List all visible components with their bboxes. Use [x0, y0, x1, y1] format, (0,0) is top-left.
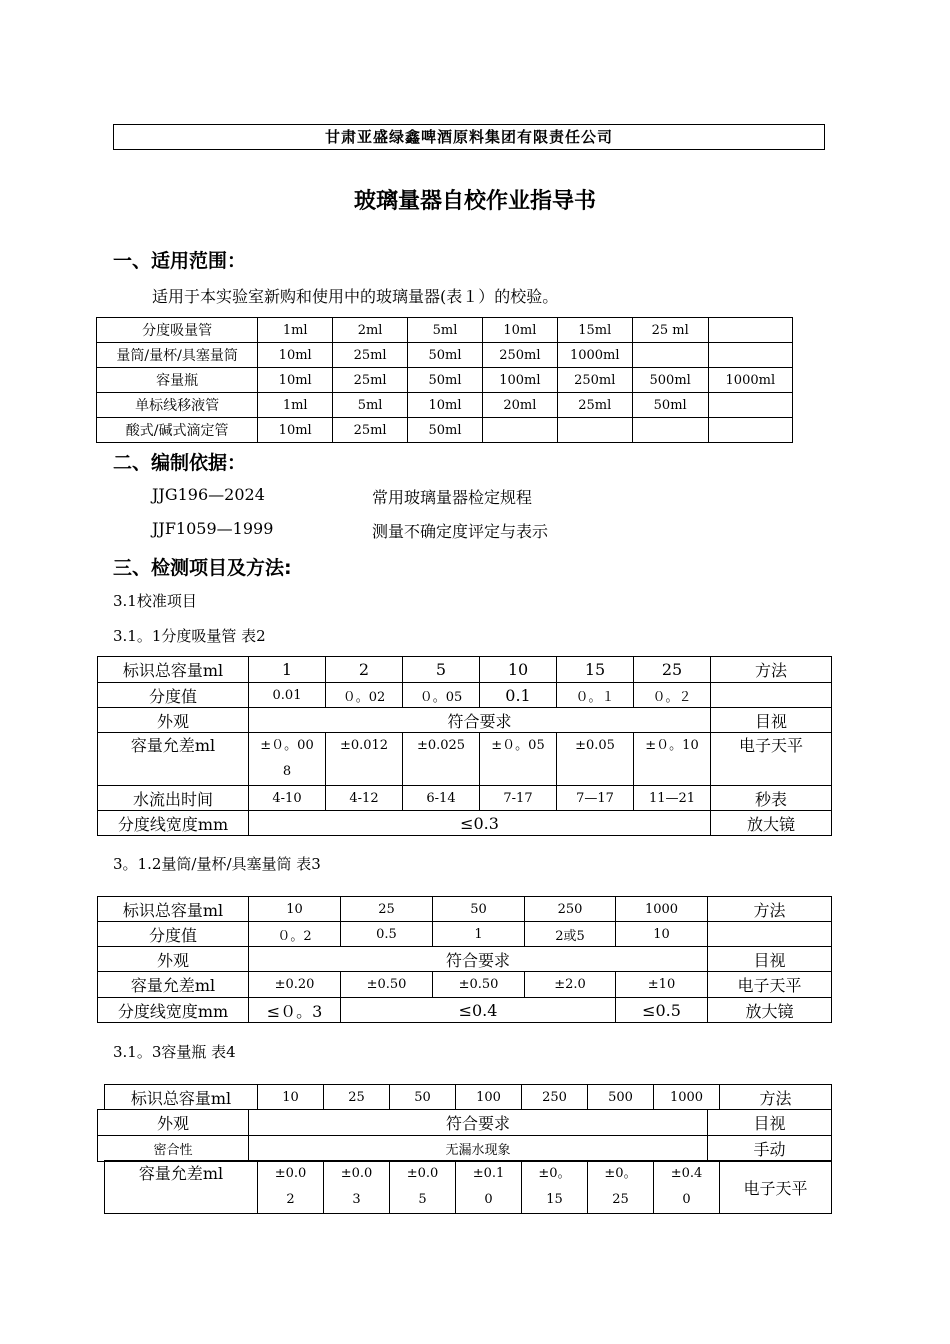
t2-tol-cell: ±０。10 [634, 733, 711, 786]
t2-header-label: 标识总容量ml [98, 657, 249, 683]
table1-cell: 1000ml [708, 368, 792, 393]
table1-cell: 1ml [258, 393, 333, 418]
t2-flow-cell: 7-17 [480, 786, 557, 811]
t3-header-250: 250 [525, 897, 616, 922]
t2-header-25: 25 [634, 657, 711, 683]
table1-cell: 50ml [408, 418, 483, 443]
t2-tol-cell: ±０。05 [480, 733, 557, 786]
t2-header-2: 2 [326, 657, 403, 683]
table1-cell: 1000ml [557, 343, 632, 368]
table1-cell: 10ml [258, 368, 333, 393]
table1-cell: 10ml [408, 393, 483, 418]
t2-div-cell: ０。05 [403, 683, 480, 708]
table1-cell [708, 343, 792, 368]
table1-cell: 50ml [632, 393, 708, 418]
t4-look-method: 目视 [708, 1110, 832, 1136]
table4-middle [97, 1109, 832, 1162]
t3-line-label: 分度线宽度mm [98, 998, 249, 1023]
table1-cell: 25ml [333, 418, 408, 443]
table1-cell: 250ml [482, 343, 557, 368]
t2-tol-method: 电子天平 [711, 733, 832, 786]
t3-tol-method: 电子天平 [708, 972, 832, 998]
table1-row [97, 418, 793, 443]
sub-3-1-3: 3.1。3容量瓶 表4 [113, 1043, 236, 1061]
ref-code-2: JJF1059—1999 [152, 519, 274, 538]
t2-div-method [711, 683, 832, 708]
table1-row-label: 分度吸量管 [97, 318, 258, 343]
t2-tol-cell: ±0.05 [557, 733, 634, 786]
t3-div-cell: 0.5 [341, 922, 433, 947]
t4-tol-cell: ±0。 25 [588, 1161, 654, 1214]
table1-cell: 15ml [557, 318, 632, 343]
t4-look-label: 外观 [98, 1110, 249, 1136]
t2-look-value: 符合要求 [249, 708, 711, 733]
table1-row [97, 368, 793, 393]
table3 [97, 896, 832, 1023]
table1-row-label: 酸式/碱式滴定管 [97, 418, 258, 443]
t4-header-cell: 25 [324, 1085, 390, 1110]
sub-3-1: 3.1校准项目 [113, 592, 197, 610]
table1-cell: 25 ml [632, 318, 708, 343]
t3-tol-label: 容量允差ml [98, 972, 249, 998]
t3-line-method: 放大镜 [708, 998, 832, 1023]
t4-tol-cell: ±0.0 2 [258, 1161, 324, 1214]
table1-row-label: 容量瓶 [97, 368, 258, 393]
t2-div-cell: ０。１ [557, 683, 634, 708]
t2-div-cell: 0.01 [249, 683, 326, 708]
t3-div-cell: 1 [433, 922, 525, 947]
table1-cell: 10ml [258, 418, 333, 443]
table1-cell: 1ml [258, 318, 333, 343]
t3-line-cell: ≤０。3 [249, 998, 341, 1023]
t3-header-10: 10 [249, 897, 341, 922]
table1-cell: 50ml [408, 368, 483, 393]
t2-flow-cell: 4-10 [249, 786, 326, 811]
t3-tol-cell: ±0.50 [433, 972, 525, 998]
t2-header-1: 1 [249, 657, 326, 683]
table1-cell: 25ml [333, 368, 408, 393]
t3-line-cell: ≤0.4 [341, 998, 616, 1023]
t2-div-cell: ０。２ [634, 683, 711, 708]
t4-header-cell: 50 [390, 1085, 456, 1110]
table4-tolerance [104, 1160, 832, 1214]
t2-header-15: 15 [557, 657, 634, 683]
t4-seal-label: 密合性 [98, 1136, 249, 1162]
ref-code-1: JJG196—2024 [152, 485, 265, 504]
table1-row [97, 393, 793, 418]
t4-tol-cell: ±0.1 0 [456, 1161, 522, 1214]
t3-header-1000: 1000 [616, 897, 708, 922]
t3-tol-cell: ±10 [616, 972, 708, 998]
table1-cell [557, 418, 632, 443]
t4-header-cell: 100 [456, 1085, 522, 1110]
section3-heading: 三、检测项目及方法: [113, 557, 292, 579]
t4-tol-cell: ±0。 15 [522, 1161, 588, 1214]
t3-tol-cell: ±0.20 [249, 972, 341, 998]
t2-flow-cell: 4-12 [326, 786, 403, 811]
table1-cell [708, 318, 792, 343]
table1-cell: 100ml [482, 368, 557, 393]
t2-flow-cell: 7—17 [557, 786, 634, 811]
table1-cell: 500ml [632, 368, 708, 393]
t4-header-label: 标识总容量ml [105, 1085, 258, 1110]
t4-header-cell: 250 [522, 1085, 588, 1110]
table1-row [97, 343, 793, 368]
table1-row-label: 量筒/量杯/具塞量筒 [97, 343, 258, 368]
t2-tol-cell: ±０。00 8 [249, 733, 326, 786]
t2-flow-cell: 11—21 [634, 786, 711, 811]
t2-line-method: 放大镜 [711, 811, 832, 836]
table2 [97, 656, 832, 836]
t2-tol-cell: ±0.025 [403, 733, 480, 786]
table1-cell: 2ml [333, 318, 408, 343]
table1-cell [632, 418, 708, 443]
t3-header-label: 标识总容量ml [98, 897, 249, 922]
t2-look-method: 目视 [711, 708, 832, 733]
t4-header-cell: 10 [258, 1085, 324, 1110]
t4-header-cell: 1000 [654, 1085, 720, 1110]
table1-cell [708, 418, 792, 443]
table1 [96, 317, 793, 443]
t2-div-label: 分度值 [98, 683, 249, 708]
table1-cell: 25ml [333, 343, 408, 368]
t3-look-label: 外观 [98, 947, 249, 972]
t4-tol-cell: ±0.0 5 [390, 1161, 456, 1214]
t3-div-method [708, 922, 832, 947]
t2-header-5: 5 [403, 657, 480, 683]
section1-heading: 一、适用范围： [113, 250, 247, 272]
company-name: 甘肃亚盛绿鑫啤酒原料集团有限责任公司 [113, 124, 825, 150]
t2-header-method: 方法 [711, 657, 832, 683]
t3-header-50: 50 [433, 897, 525, 922]
t2-div-cell: ０。02 [326, 683, 403, 708]
table1-cell: 10ml [482, 318, 557, 343]
t2-tol-cell: ±0.012 [326, 733, 403, 786]
t3-line-cell: ≤0.5 [616, 998, 708, 1023]
page-title: 玻璃量器自校作业指导书 [353, 189, 596, 214]
t2-div-cell: 0.1 [480, 683, 557, 708]
t3-header-method: 方法 [708, 897, 832, 922]
t2-look-label: 外观 [98, 708, 249, 733]
t2-line-label: 分度线宽度mm [98, 811, 249, 836]
t2-tol-label: 容量允差ml [98, 733, 249, 786]
t3-header-25: 25 [341, 897, 433, 922]
t4-header-method: 方法 [720, 1085, 832, 1110]
sub-3-1-2: 3。1.2量筒/量杯/具塞量筒 表3 [113, 855, 321, 873]
t2-flow-method: 秒表 [711, 786, 832, 811]
table1-cell [632, 343, 708, 368]
table1-cell: 5ml [333, 393, 408, 418]
table1-cell [708, 393, 792, 418]
t2-line-value: ≤0.3 [249, 811, 711, 836]
t3-div-cell: ０。2 [249, 922, 341, 947]
table1-row-label: 单标线移液管 [97, 393, 258, 418]
t4-tol-label: 容量允差ml [105, 1161, 258, 1214]
t2-flow-label: 水流出时间 [98, 786, 249, 811]
table4-header [104, 1084, 832, 1110]
ref-name-2: 测量不确定度评定与表示 [372, 522, 549, 541]
t3-div-label: 分度值 [98, 922, 249, 947]
sub-3-1-1: 3.1。1分度吸量管 表2 [113, 627, 266, 645]
table1-row [97, 318, 793, 343]
table1-cell: 20ml [482, 393, 557, 418]
table1-cell: 50ml [408, 343, 483, 368]
t4-look-value: 符合要求 [249, 1110, 708, 1136]
table1-cell: 250ml [557, 368, 632, 393]
t3-look-method: 目视 [708, 947, 832, 972]
table1-cell [482, 418, 557, 443]
t3-look-value: 符合要求 [249, 947, 708, 972]
table1-cell: 25ml [557, 393, 632, 418]
t4-seal-method: 手动 [708, 1136, 832, 1162]
t2-header-10: 10 [480, 657, 557, 683]
ref-name-1: 常用玻璃量器检定规程 [372, 488, 533, 507]
t3-div-cell: 2或5 [525, 922, 616, 947]
t3-div-cell: 10 [616, 922, 708, 947]
t4-tol-cell: ±0.4 0 [654, 1161, 720, 1214]
t4-tol-method: 电子天平 [720, 1161, 832, 1214]
table1-cell: 10ml [258, 343, 333, 368]
t4-header-cell: 500 [588, 1085, 654, 1110]
t4-seal-value: 无漏水现象 [249, 1136, 708, 1162]
section2-heading: 二、编制依据： [113, 452, 247, 474]
scope-text: 适用于本实验室新购和使用中的玻璃量器(表１）的校验。 [152, 287, 559, 306]
t4-tol-cell: ±0.0 3 [324, 1161, 390, 1214]
t3-tol-cell: ±0.50 [341, 972, 433, 998]
t2-flow-cell: 6-14 [403, 786, 480, 811]
table1-cell: 5ml [408, 318, 483, 343]
t3-tol-cell: ±2.0 [525, 972, 616, 998]
